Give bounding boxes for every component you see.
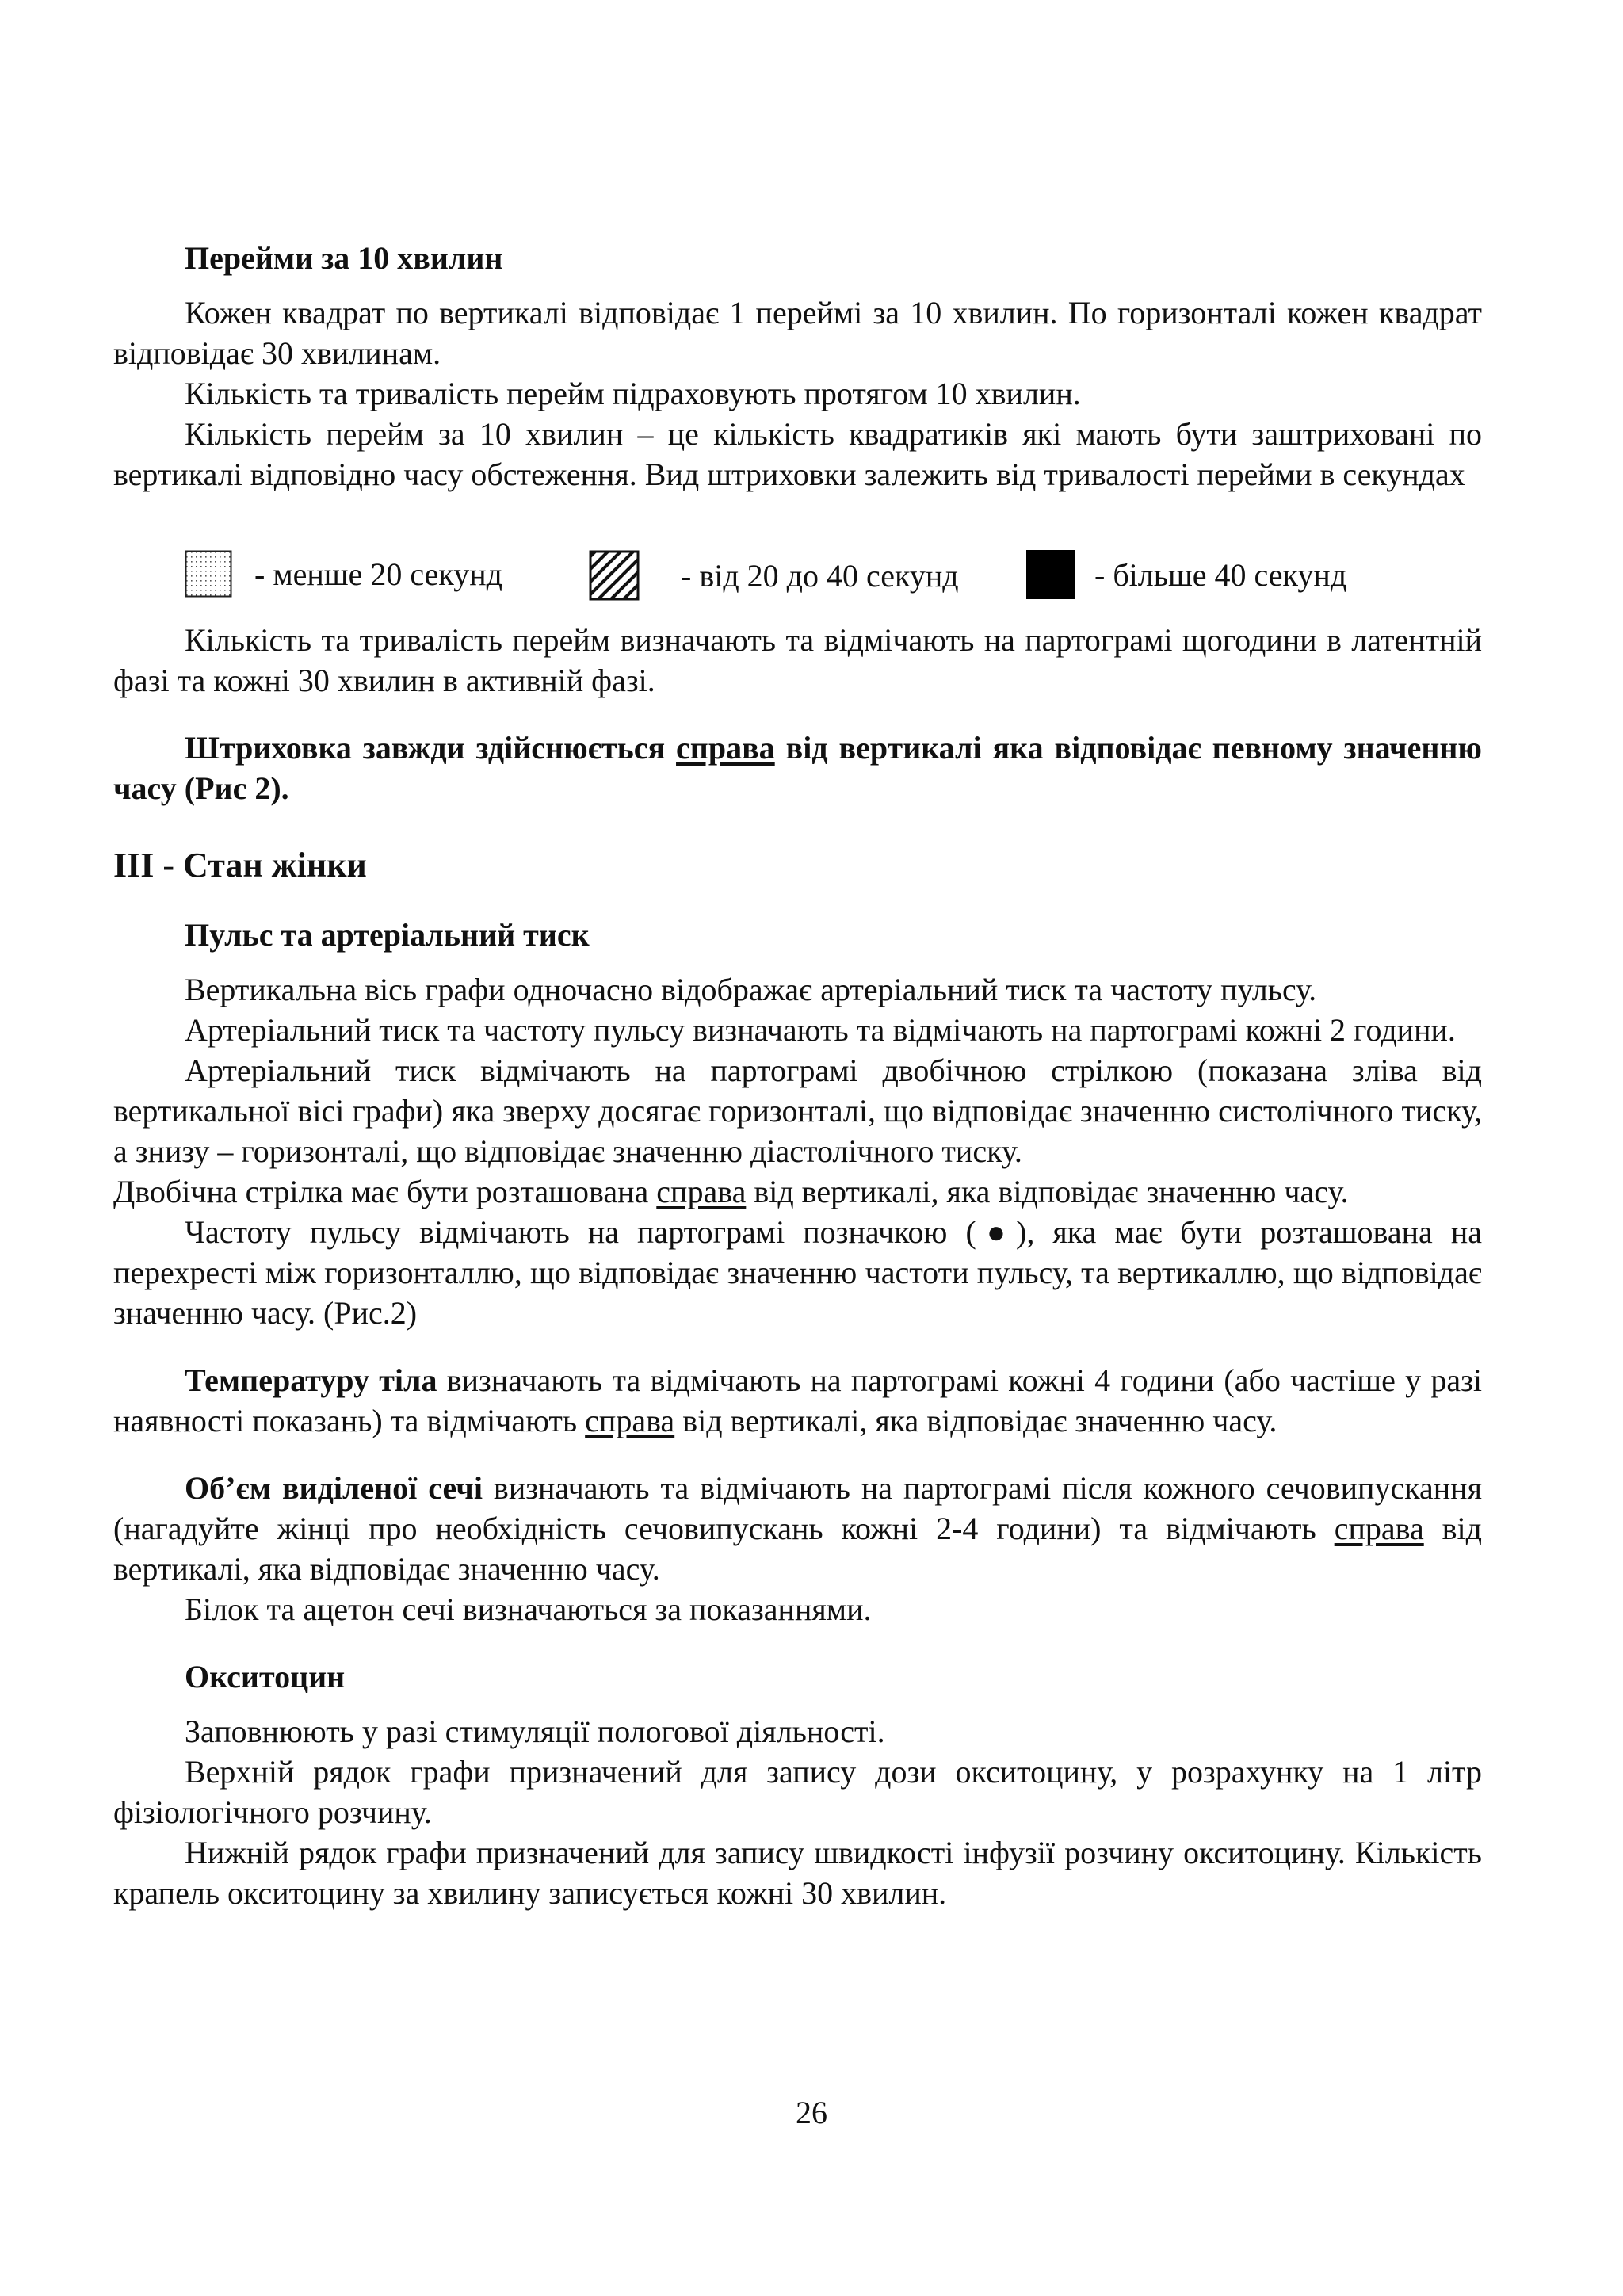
pulse-paragraph-4 (113, 1171, 1482, 1212)
pulse-paragraph-4-part-1: Двобічна стрілка має бути розташована (113, 1174, 657, 1209)
contractions-heading: Перейми за 10 хвилин (185, 240, 503, 276)
section-3-heading: III - Стан жінки (113, 846, 367, 884)
shading-note (113, 728, 1482, 808)
pulse-heading: Пульс та артеріальний тиск (185, 917, 590, 953)
pulse-paragraph-4-underlined: справа (656, 1174, 747, 1209)
legend-item-solid (1026, 550, 1346, 599)
oxytocin-paragraph-3: Нижній рядок графи призначений для запису швидкості інфузії розчину окситоцину. Кількість крапель окситоцину за хвилину записується кожні 30 хвилин. (113, 1835, 1482, 1911)
oxytocin-paragraph-1: Заповнюють у разі стимуляції пологової діяльності. (185, 1713, 885, 1749)
pulse-paragraph-5: Частоту пульсу відмічають на партограмі позначкою (●), яка має бути розташована на перехресті між горизонталлю, що відповідає значенню частоти пульсу, та вертикаллю, що відповідає значенню часу. (Рис.2) (113, 1214, 1482, 1331)
pulse-paragraph-4-part-2: від вертикалі, яка відповідає значенню часу. (746, 1174, 1349, 1209)
pulse-paragraph-1: Вертикальна вісь графи одночасно відображає артеріальний тиск та частоту пульсу. (185, 972, 1317, 1007)
urine-part-2: від вертикалі, яка відповідає значенню часу. (113, 1511, 1482, 1587)
temperature-underlined: справа (585, 1403, 675, 1438)
shading-note-part-1: Штриховка завжди здійснюється (185, 730, 677, 766)
legend-item-dotted (185, 550, 502, 598)
pulse-paragraph-3: Артеріальний тиск відмічають на партограмі двобічною стрілкою (показана зліва від вертикальної вісі графи) яка зверху досягає горизонталі, що відповідає значенню систолічного тиску, а знизу – горизонталі, що відповідає значенню діастолічного тиску. (113, 1052, 1482, 1169)
urine-paragraph (113, 1468, 1482, 1589)
pulse-paragraph-2: Артеріальний тиск та частоту пульсу визначають та відмічають на партограмі кожні 2 години. (185, 1012, 1456, 1048)
oxytocin-paragraph-2: Верхній рядок графи призначений для запису дози окситоцину, у розрахунку на 1 літр фізіологічного розчину. (113, 1754, 1482, 1830)
shading-note-underlined: справа (676, 730, 775, 766)
temperature-part-1: визначають та відмічають на партограмі кожні 4 години (або частіше у разі наявності показань) та відмічають (113, 1362, 1482, 1438)
contractions-paragraph-1: Кожен квадрат по вертикалі відповідає 1 переймі за 10 хвилин. По горизонталі кожен квадрат відповідає 30 хвилинам. (113, 295, 1482, 371)
oxytocin-heading: Окситоцин (185, 1659, 346, 1694)
legend-hatched-label: - від 20 до 40 секунд (681, 557, 959, 594)
contractions-paragraph-2: Кількість та тривалість перейм підраховують протягом 10 хвилин. (185, 376, 1081, 411)
solid-square-icon (1026, 550, 1075, 599)
urine-bold: Об’єм виділеної сечі (185, 1470, 483, 1506)
legend-item-hatched (589, 550, 959, 601)
page-content (113, 238, 1482, 1913)
hatched-square-icon (589, 550, 640, 601)
urine-part-1: визначають та відмічають на партограмі після кожного сечовипускання (нагадуйте жінці про необхідність сечовипускань кожні 2-4 години) та відмічають (113, 1470, 1482, 1546)
shading-note-part-2: від вертикалі яка відповідає певному значенню часу (Рис 2). (113, 730, 1482, 806)
temperature-paragraph (113, 1360, 1482, 1441)
temperature-part-2: від вертикалі, яка відповідає значенню часу. (674, 1403, 1277, 1438)
contractions-paragraph-3: Кількість перейм за 10 хвилин – це кількість квадратиків які мають бути заштриховані по вертикалі відповідно часу обстеження. Вид штриховки залежить від тривалості перейми в секундах (113, 416, 1482, 492)
legend-dotted-label: - менше 20 секунд (254, 556, 502, 592)
shading-legend (113, 550, 1482, 620)
urine-paragraph-2: Білок та ацетон сечі визначаються за показаннями. (185, 1591, 872, 1627)
legend-solid-label: - більше 40 секунд (1094, 556, 1347, 593)
contractions-paragraph-4: Кількість та тривалість перейм визначають та відмічають на партограмі щогодини в латентній фазі та кожні 30 хвилин в активній фазі. (113, 622, 1482, 698)
page-number: 26 (796, 2095, 827, 2130)
temperature-bold: Температуру тіла (185, 1362, 437, 1398)
urine-underlined: справа (1334, 1511, 1424, 1546)
dotted-square-icon (185, 550, 232, 598)
